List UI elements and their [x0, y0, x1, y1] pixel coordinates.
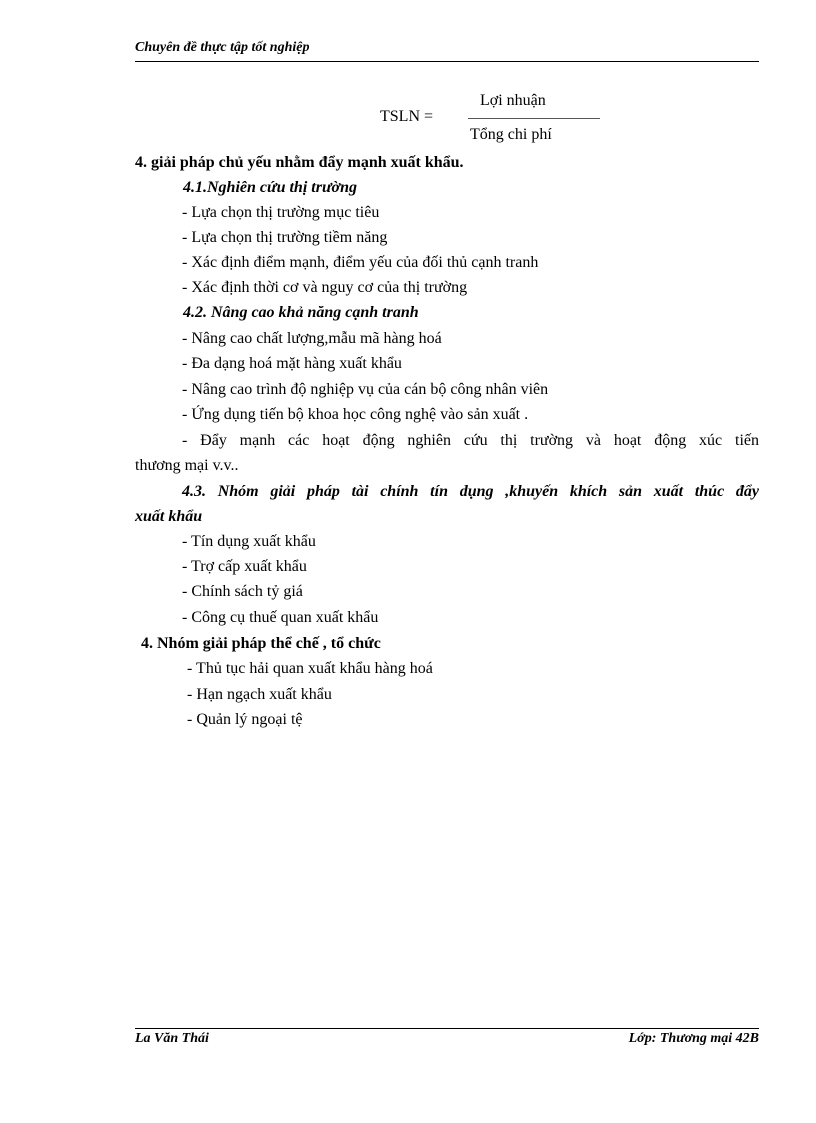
list-item: - Ứng dụng tiến bộ khoa học công nghệ vào sản xuất .	[182, 406, 529, 423]
section-4-1-heading: 4.1.Nghiên cứu thị trường	[183, 179, 358, 196]
formula-denominator: Tổng chi phí	[470, 126, 552, 143]
paragraph-line: - Đẩy mạnh các hoạt động nghiên cứu thị trường và hoạt động xúc tiến	[182, 432, 759, 449]
section-4-3-heading: 4.3. Nhóm giải pháp tài chính tín dụng ,khuyến khích sản xuất thúc đẩy	[182, 483, 759, 500]
footer-divider	[135, 1028, 759, 1029]
list-item: - Tín dụng xuất khẩu	[182, 533, 316, 550]
footer-class: Lớp: Thương mại 42B	[628, 1031, 759, 1046]
list-item: - Chính sách tỷ giá	[182, 583, 303, 600]
fraction-bar	[468, 118, 600, 119]
list-item: - Lựa chọn thị trường mục tiêu	[182, 204, 380, 221]
list-item: - Nâng cao chất lượng,mẫu mã hàng hoá	[182, 330, 442, 347]
tsln-formula	[380, 92, 620, 148]
section-4-2-heading: 4.2. Nâng cao khả năng cạnh tranh	[183, 304, 419, 321]
formula-lhs: TSLN =	[380, 108, 434, 125]
page-header-title: Chuyên đề thực tập tốt nghiệp	[135, 40, 310, 55]
list-item: - Trợ cấp xuất khẩu	[182, 558, 307, 575]
list-item: - Lựa chọn thị trường tiềm năng	[182, 229, 388, 246]
list-item: - Thủ tục hải quan xuất khẩu hàng hoá	[187, 660, 433, 677]
section-4-3-heading-cont: xuất khẩu	[135, 508, 203, 525]
list-item: - Xác định thời cơ và nguy cơ của thị trường	[182, 279, 468, 296]
section-4-4-heading: 4. Nhóm giải pháp thể chế , tổ chức	[141, 635, 381, 652]
list-item: - Xác định điểm mạnh, điểm yếu của đối thủ cạnh tranh	[182, 254, 539, 271]
list-item: - Công cụ thuế quan xuất khẩu	[182, 609, 379, 626]
header-divider	[135, 61, 759, 62]
section-4-heading: 4. giải pháp chủ yếu nhằm đẩy mạnh xuất khẩu.	[135, 154, 464, 171]
list-item: - Nâng cao trình độ nghiệp vụ của cán bộ công nhân viên	[182, 381, 549, 398]
list-item: - Đa dạng hoá mặt hàng xuất khẩu	[182, 355, 402, 372]
footer-author: La Văn Thái	[135, 1031, 209, 1046]
paragraph-line: thương mại v.v..	[135, 457, 239, 474]
list-item: - Hạn ngạch xuất khẩu	[187, 686, 332, 703]
list-item: - Quản lý ngoại tệ	[187, 711, 303, 728]
formula-numerator: Lợi nhuận	[480, 92, 546, 109]
